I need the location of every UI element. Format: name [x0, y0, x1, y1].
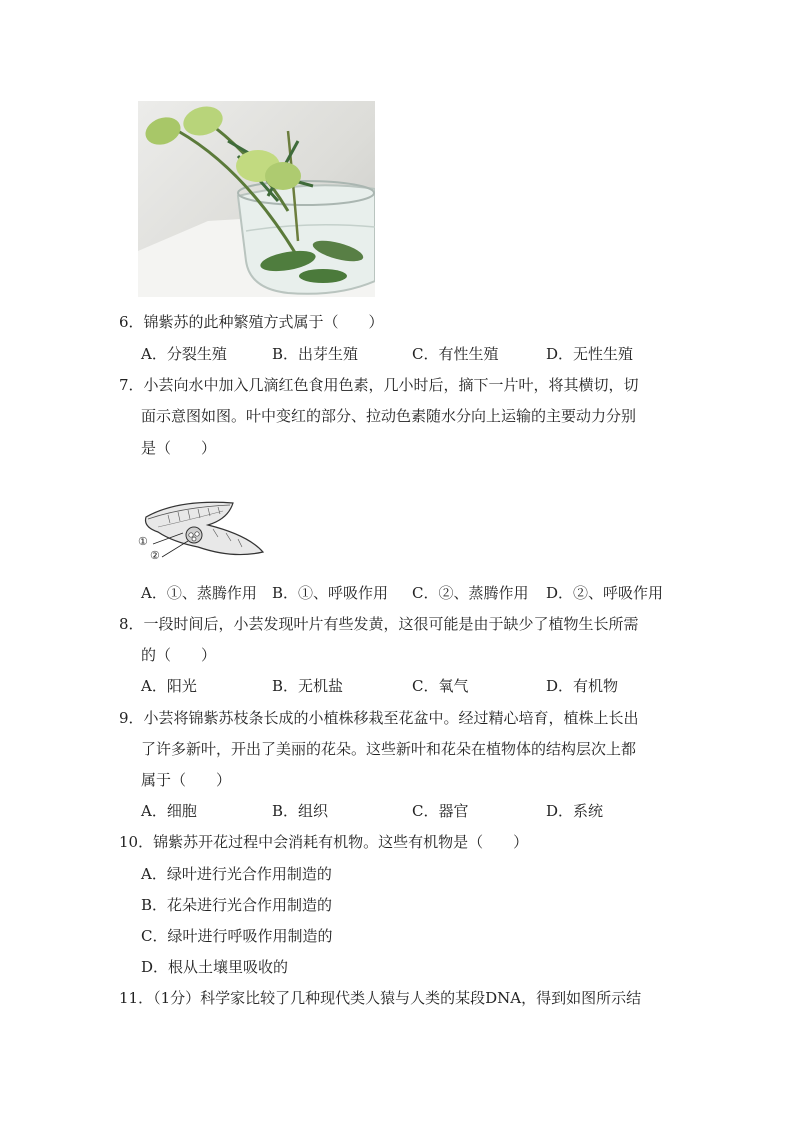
- question-7-stem-line-2: 面示意图如图。叶中变红的部分、拉动色素随水分向上运输的主要动力分别: [141, 407, 637, 425]
- q7-option-d: D．②、呼吸作用: [546, 584, 664, 602]
- q7-option-a: A．①、蒸腾作用: [141, 584, 257, 602]
- question-9-stem-line-1: 9．小芸将锦紫苏枝条长成的小植株移栽至花盆中。经过精心培育，植株上长出: [119, 709, 639, 727]
- q6-option-a: A．分裂生殖: [141, 345, 227, 363]
- question-8-stem-line-2: 的（ ）: [141, 646, 217, 664]
- q8-option-d: D．有机物: [546, 677, 619, 695]
- q6-option-c: C．有性生殖: [412, 345, 499, 363]
- q9-option-b: B．组织: [272, 802, 329, 820]
- q9-option-c: C．器官: [412, 802, 469, 820]
- question-9-stem-line-3: 属于（ ）: [141, 771, 232, 789]
- q9-option-d: D．系统: [546, 802, 604, 820]
- question-10-stem: 10．锦紫苏开花过程中会消耗有机物。这些有机物是（ ）: [119, 833, 529, 851]
- q8-option-b: B．无机盐: [272, 677, 344, 695]
- plant-in-glass-photo: [138, 101, 375, 297]
- question-11-stem: 11．（1分）科学家比较了几种现代类人猿与人类的某段DNA，得到如图所示结: [119, 989, 642, 1007]
- q7-option-b: B．①、呼吸作用: [272, 584, 389, 602]
- diagram-label-1: ①: [138, 535, 148, 548]
- q10-option-c: C．绿叶进行呼吸作用制造的: [141, 927, 333, 945]
- q10-option-b: B．花朵进行光合作用制造的: [141, 896, 333, 914]
- question-6-stem: 6．锦紫苏的此种繁殖方式属于（ ）: [119, 313, 384, 331]
- q7-option-c: C．②、蒸腾作用: [412, 584, 529, 602]
- q10-option-a: A．绿叶进行光合作用制造的: [141, 865, 332, 883]
- q9-option-a: A．细胞: [141, 802, 197, 820]
- q6-option-b: B．出芽生殖: [272, 345, 359, 363]
- q8-option-c: C．氧气: [412, 677, 469, 695]
- q6-option-d: D．无性生殖: [546, 345, 634, 363]
- question-9-stem-line-2: 了许多新叶，开出了美丽的花朵。这些新叶和花朵在植物体的结构层次上都: [141, 740, 637, 758]
- q8-option-a: A．阳光: [141, 677, 197, 695]
- question-8-stem-line-1: 8．一段时间后，小芸发现叶片有些发黄，这很可能是由于缺少了植物生长所需: [119, 615, 639, 633]
- diagram-label-2: ②: [150, 549, 160, 562]
- question-7-stem-line-1: 7．小芸向水中加入几滴红色食用色素，几小时后，摘下一片叶，将其横切，切: [119, 376, 639, 394]
- question-7-stem-line-3: 是（ ）: [141, 439, 217, 457]
- q10-option-d: D．根从土壤里吸收的: [141, 958, 289, 976]
- leaf-cross-section-diagram: [138, 497, 268, 567]
